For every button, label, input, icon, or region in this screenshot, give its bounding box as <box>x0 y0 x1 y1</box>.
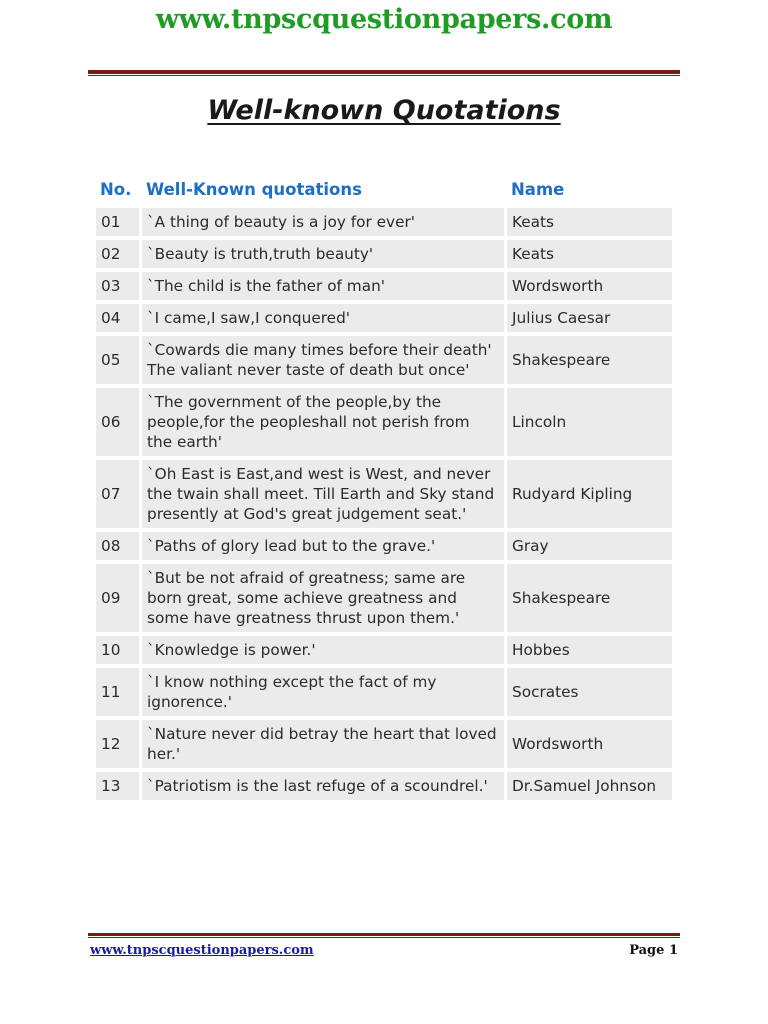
author-name: Socrates <box>507 668 672 716</box>
author-name: Wordsworth <box>507 272 672 300</box>
table-row <box>96 668 672 716</box>
row-number: 04 <box>96 304 139 332</box>
quotation-text: `Knowledge is power.' <box>142 636 504 664</box>
quotation-text: `Nature never did betray the heart that loved her.' <box>142 720 504 768</box>
row-number: 02 <box>96 240 139 268</box>
quotation-text: `Cowards die many times before their death' The valiant never taste of death but once' <box>142 336 504 384</box>
table-row <box>96 564 672 632</box>
quotation-text: `Oh East is East,and west is West, and never the twain shall meet. Till Earth and Sky stand presently at God's great judgement seat.' <box>142 460 504 528</box>
quotation-text: `Beauty is truth,truth beauty' <box>142 240 504 268</box>
author-name: Shakespeare <box>507 564 672 632</box>
column-header-quotation: Well-Known quotations <box>142 176 504 204</box>
table-row <box>96 240 672 268</box>
column-header-name: Name <box>507 176 672 204</box>
table-row <box>96 304 672 332</box>
table-row <box>96 532 672 560</box>
row-number: 13 <box>96 772 139 800</box>
row-number: 10 <box>96 636 139 664</box>
table-header-row <box>96 176 672 204</box>
table-row <box>96 772 672 800</box>
author-name: Wordsworth <box>507 720 672 768</box>
table-row <box>96 208 672 236</box>
author-name: Gray <box>507 532 672 560</box>
row-number: 08 <box>96 532 139 560</box>
row-number: 11 <box>96 668 139 716</box>
quotation-text: `A thing of beauty is a joy for ever' <box>142 208 504 236</box>
quotation-text: `The child is the father of man' <box>142 272 504 300</box>
quotation-text: `Patriotism is the last refuge of a scoundrel.' <box>142 772 504 800</box>
author-name: Keats <box>507 208 672 236</box>
author-name: Dr.Samuel Johnson <box>507 772 672 800</box>
page-title: Well-known Quotations <box>207 95 561 126</box>
table-row <box>96 720 672 768</box>
author-name: Hobbes <box>507 636 672 664</box>
row-number: 09 <box>96 564 139 632</box>
row-number: 03 <box>96 272 139 300</box>
quotation-text: `Paths of glory lead but to the grave.' <box>142 532 504 560</box>
quotation-text: `The government of the people,by the people,for the peopleshall not perish from the earth' <box>142 388 504 456</box>
author-name: Shakespeare <box>507 336 672 384</box>
table-row <box>96 272 672 300</box>
author-name: Lincoln <box>507 388 672 456</box>
quotation-text: `But be not afraid of greatness; same are born great, some achieve greatness and some have greatness thrust upon them.' <box>142 564 504 632</box>
table-row <box>96 388 672 456</box>
site-header: www.tnpscquestionpapers.com <box>155 4 613 35</box>
column-header-no: No. <box>96 176 139 204</box>
row-number: 12 <box>96 720 139 768</box>
author-name: Keats <box>507 240 672 268</box>
page-number: Page 1 <box>629 943 678 958</box>
table-row <box>96 460 672 528</box>
quotation-text: `I know nothing except the fact of my ignorence.' <box>142 668 504 716</box>
author-name: Rudyard Kipling <box>507 460 672 528</box>
quotations-table <box>93 172 675 804</box>
author-name: Julius Caesar <box>507 304 672 332</box>
footer-site-link[interactable]: www.tnpscquestionpapers.com <box>90 943 314 958</box>
row-number: 05 <box>96 336 139 384</box>
row-number: 06 <box>96 388 139 456</box>
header-divider <box>88 70 680 74</box>
row-number: 07 <box>96 460 139 528</box>
quotation-text: `I came,I saw,I conquered' <box>142 304 504 332</box>
footer-divider <box>88 933 680 936</box>
table-row <box>96 636 672 664</box>
row-number: 01 <box>96 208 139 236</box>
table-row <box>96 336 672 384</box>
